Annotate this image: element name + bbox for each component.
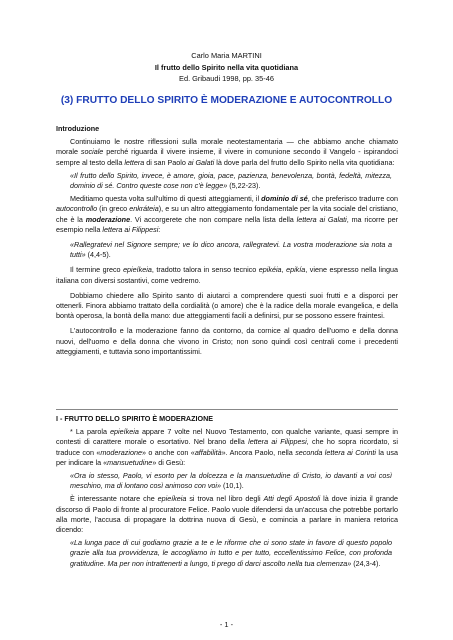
paragraph-7: È interessante notare che epieíkeia si trova nel libro degli Atti degli Apostoli là dove inizia il grande discorso di Paolo di fronte al procuratore Felice. Paolo vuole difendersi da un'accusa che potrebbe portarlo alla morte, l'accusa di propagare la dottrina nuova di Gesù, e comincia a parlare in maniera retorica dicendo: [56,494,398,535]
section-divider [56,409,398,410]
section-moderazione [56,414,398,569]
book-title: Il frutto dello Spirito nella vita quotidiana [154,62,299,72]
paragraph-4: Dobbiamo chiedere allo Spirito santo di aiutarci a comprendere questi suoi frutti e a disporci per ottenerli. Finora abbiamo trattato della cordialità (o amore) che è la radice della morale evangelica, e della bontà operosa, la bontà della mano: due atteggiamenti facili a definirsi, pur se possono essere fraintesi. [56,290,398,321]
paragraph-5: L'autocontrollo e la moderazione fanno da contorno, da cornice al quadro dell'uomo e della donna nuovi, dell'uomo e della donna che vivono in Cristo; non sono quindi così centrali come i precedenti atteggiamenti, e tuttavia sono importantissimi. [56,326,398,356]
page-number: - 1 - [219,620,234,629]
quote-corinti: «Ora io stesso, Paolo, vi esorto per la dolcezza e la mansuetudine di Cristo, io davanti a voi così meschino, ma di lontano così animoso con voi» (10,1). [70,471,392,491]
paragraph-1: Continuiamo le nostre riflessioni sulla morale neotestamentaria — che abbiamo anche chiamato morale sociale perché riguarda il vivere insieme, il vivere in comunione secondo il Vangelo - ispirandoci sempre al testo della lettera di san Paolo ai Galati là dove parla del frutto dello Spirito nella vita quotidiana: [56,137,398,167]
paragraph-6: * La parola epieíkeia appare 7 volte nel Nuovo Testamento, con qualche variante, quasi sempre in contesti di carattere morale o esortativo. Nel brano della lettera ai Filippesi, che ho sopra ricordato, si traduce con «moderazione» o anche con «affabilità». Ancora Paolo, nella seconda lettera ai Corinti la usa per indicare la «mansuetudine» di Gesù: [56,427,398,467]
quote-filippesi: «Rallegratevi nel Signore sempre; ve lo dico ancora, rallegratevi. La vostra moderazione sia nota a tutti» (4,4-5). [70,240,392,260]
paragraph-3: Il termine greco epieíkeia, tradotto talora in senso tecnico epikéia, epikía, viene espresso nella lingua italiana con diversi sostantivi, come vedremo. [56,265,399,285]
section-heading-moderazione: I - FRUTTO DELLO SPIRITO È MODERAZIONE [56,414,214,423]
edition-line: Ed. Gribaudi 1998, pp. 35-46 [179,74,274,83]
author-line: Carlo Maria MARTINI [191,51,262,60]
quote-atti: «La lunga pace di cui godiamo grazie a te e le riforme che ci sono state in favore di questo popolo grazie alla tua provvidenza, le accogliamo in tutto e per tutto, eccellentissimo Felice, con profonda gratitudine. Ma per non intrattenerti a lungo, ti prego di darci ascolto nella tua clemenza» (24,3-4). [70,538,392,568]
chapter-title: (3) FRUTTO DELLO SPIRITO È MODERAZIONE E AUTOCONTROLLO [60,95,393,106]
section-introduction [56,124,398,357]
document-header [0,50,453,85]
section-heading-introduction: Introduzione [56,124,100,133]
quote-galati: «Il frutto dello Spirito, invece, è amore, gioia, pace, pazienza, benevolenza, bontà, fedeltà, mitezza, dominio di sé. Contro queste cose non c'è legge» (5,22-23). [70,170,392,191]
paragraph-2: Meditiamo questa volta sull'ultimo di questi atteggiamenti, il dominio di sé, che preferisco tradurre con autocontrollo (in greco enkráteia), e su un altro atteggiamento fondamentale per la vita sociale del cristiano, che è la moderazione. Vi accorgerete che non compare nella lista della lettera ai Galati, ma ricorre per esempio nella lettera ai Filippesi: [56,194,399,234]
